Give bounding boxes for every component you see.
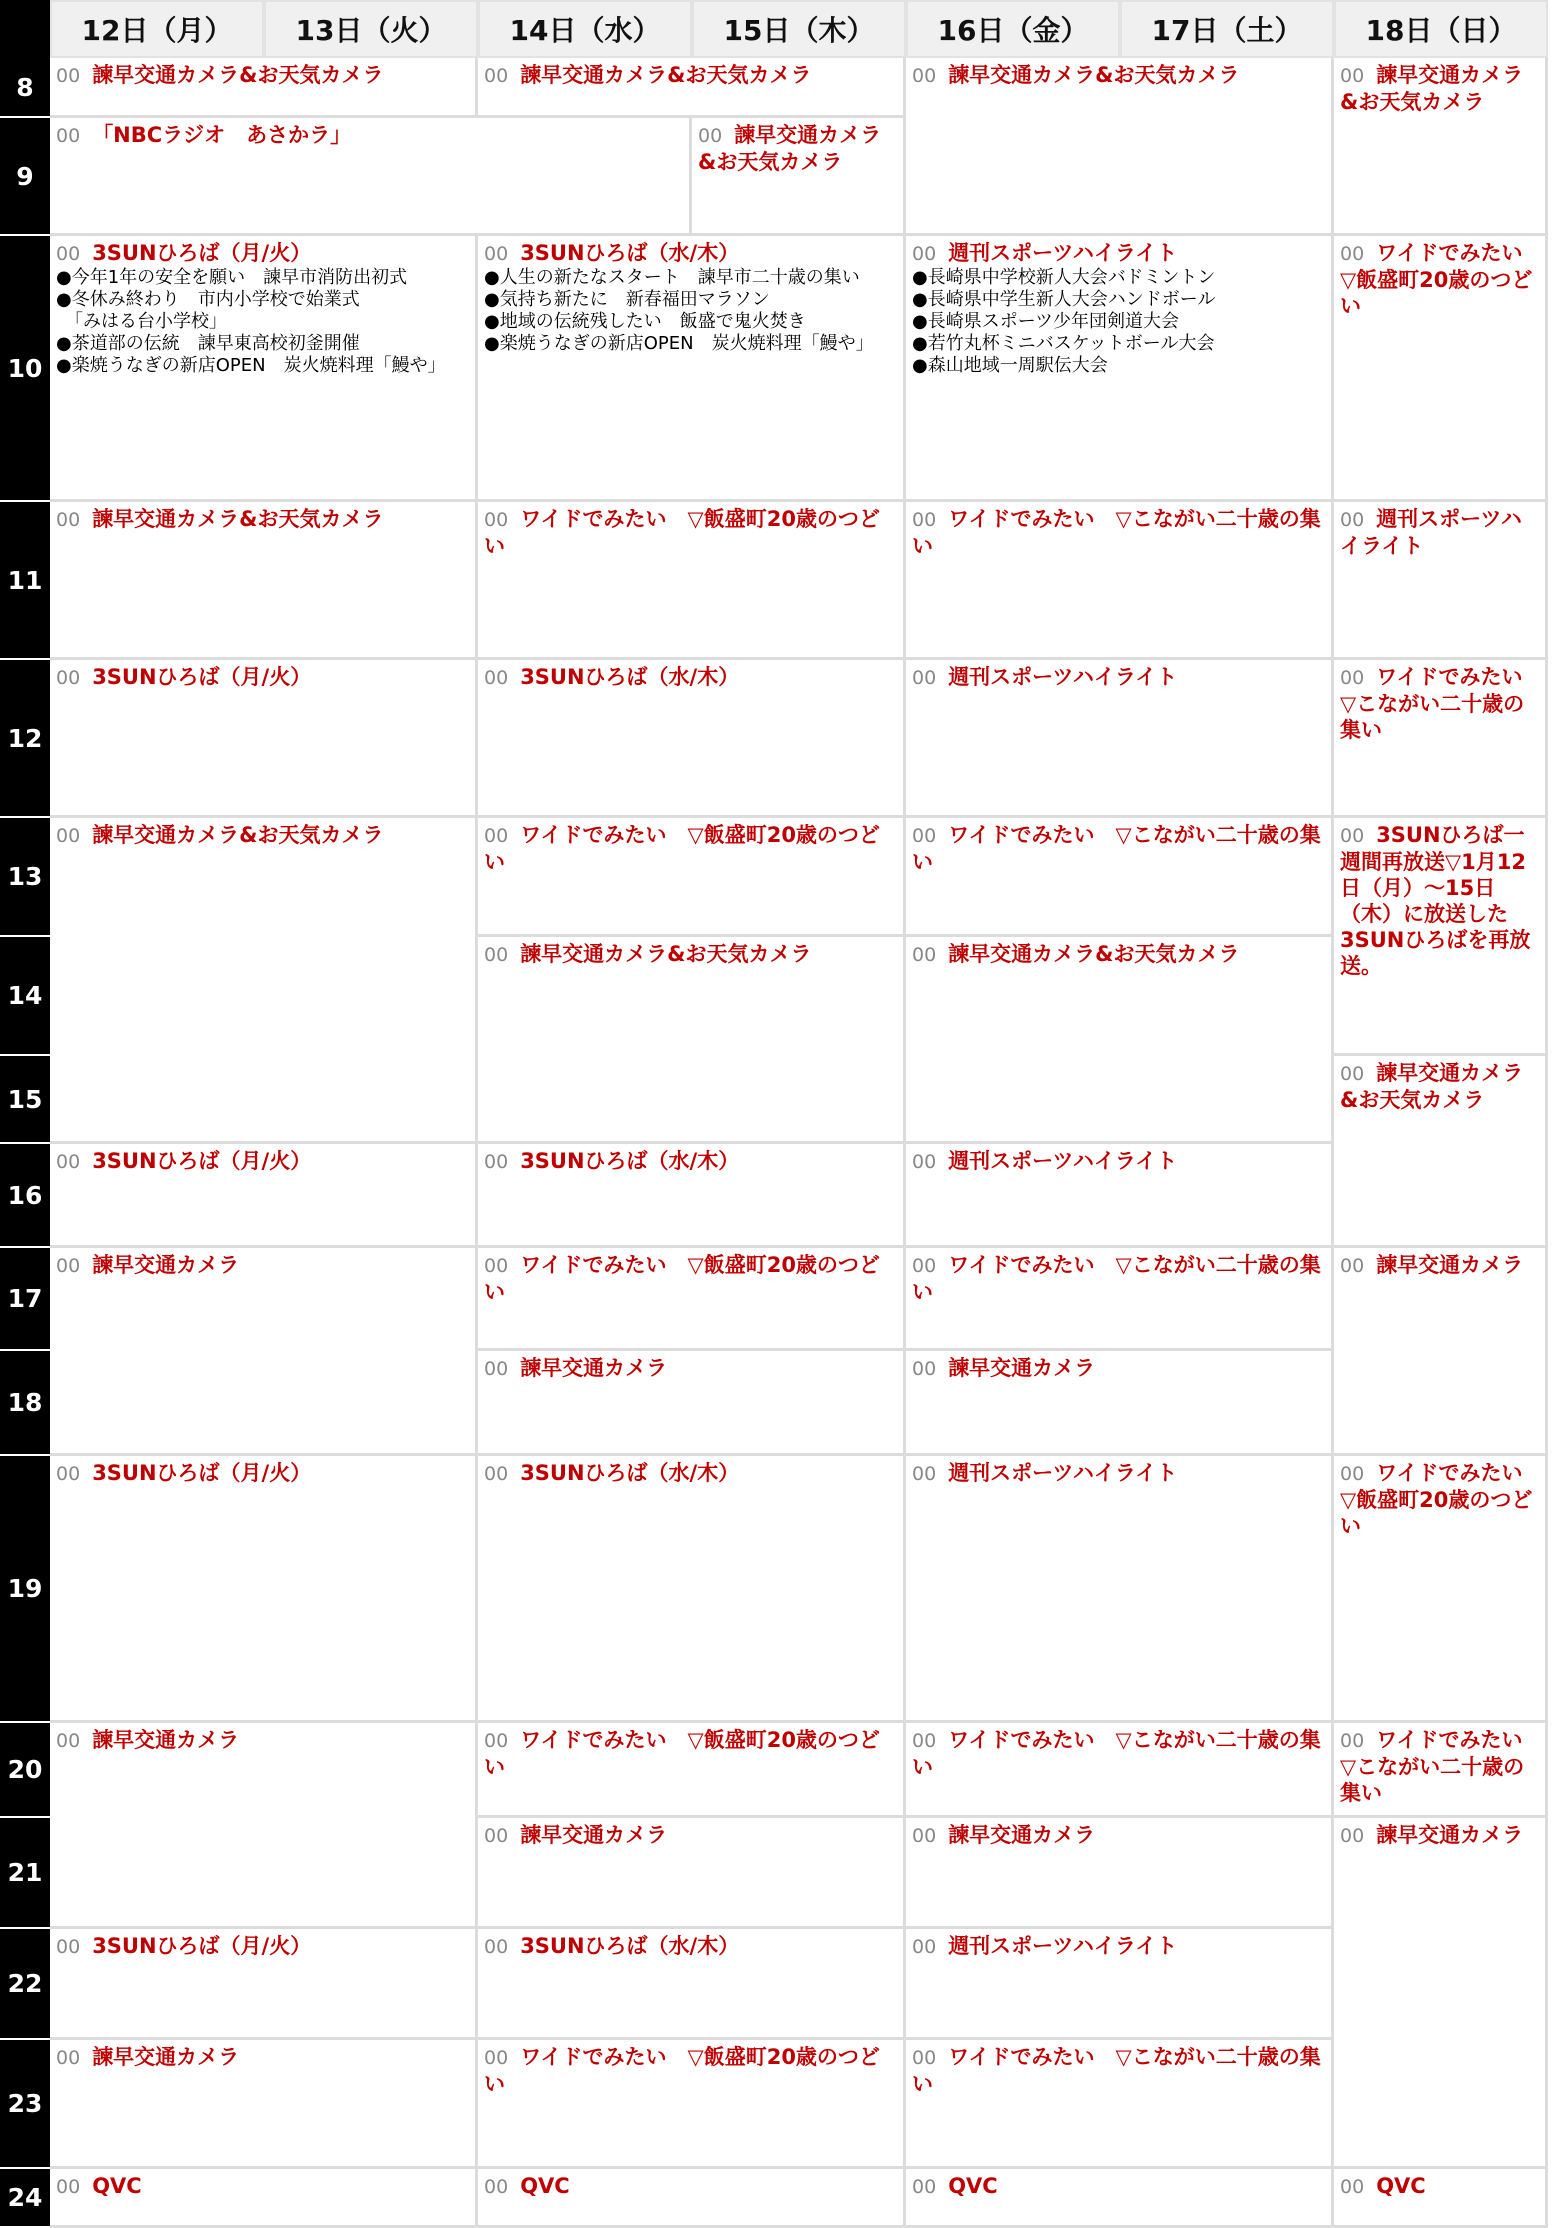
program-heading	[56, 506, 467, 533]
program-title: 諫早交通カメラ	[92, 1728, 240, 1752]
program-title: 諫早交通カメラ	[1376, 1823, 1524, 1847]
start-minute: 00	[1340, 1730, 1365, 1752]
program-cell[interactable]	[50, 118, 692, 236]
program-cell[interactable]	[478, 818, 906, 937]
program-title: 諫早交通カメラ	[520, 1356, 668, 1380]
program-cell[interactable]	[906, 1818, 1334, 1929]
program-title: 3SUNひろば（月/火）	[92, 1461, 312, 1485]
program-detail-line: 「みはる台小学校」	[56, 311, 227, 332]
program-heading	[912, 1355, 1323, 1382]
start-minute: 00	[56, 243, 81, 265]
grid-corner	[0, 0, 50, 58]
program-title: 諫早交通カメラ&お天気カメラ	[520, 63, 812, 87]
program-cell[interactable]	[478, 1818, 906, 1929]
program-title: 諫早交通カメラ&お天気カメラ	[520, 942, 812, 966]
program-heading	[912, 664, 1323, 691]
program-title: 諫早交通カメラ&お天気カメラ	[92, 823, 384, 847]
program-cell[interactable]	[906, 937, 1334, 1144]
day-header: 18日（日）	[1334, 0, 1548, 58]
day-header: 17日（土）	[1120, 0, 1334, 58]
program-detail-line: ●長崎県スポーツ少年団剣道大会	[912, 311, 1179, 332]
program-title: ワイドでみたい ▽飯盛町20歳のつどい	[1340, 1461, 1544, 1538]
program-title: QVC	[1376, 2174, 1426, 2198]
program-cell[interactable]	[906, 1723, 1334, 1818]
program-heading	[912, 2044, 1323, 2097]
program-detail-line: ●気持ち新たに 新春福田マラソン	[484, 289, 770, 310]
program-title: 諫早交通カメラ&お天気カメラ	[1340, 1061, 1524, 1112]
program-heading	[484, 240, 895, 267]
hour-label: 15	[0, 1056, 50, 1144]
program-cell[interactable]	[1334, 236, 1548, 502]
program-title: ワイドでみたい ▽飯盛町20歳のつどい	[484, 2045, 880, 2096]
program-heading	[1340, 240, 1544, 319]
program-heading	[56, 62, 467, 89]
program-cell[interactable]	[1334, 2169, 1548, 2228]
start-minute: 00	[698, 125, 723, 147]
start-minute: 00	[912, 243, 937, 265]
start-minute: 00	[484, 944, 509, 966]
start-minute: 00	[1340, 243, 1365, 265]
program-cell[interactable]	[478, 2169, 906, 2228]
program-heading	[912, 62, 1323, 89]
program-heading	[484, 1933, 895, 1960]
program-heading	[912, 1727, 1323, 1780]
day-header: 12日（月）	[50, 0, 264, 58]
day-header: 13日（火）	[264, 0, 478, 58]
start-minute: 00	[484, 825, 509, 847]
start-minute: 00	[484, 1825, 509, 1847]
day-header: 16日（金）	[906, 0, 1120, 58]
program-title: QVC	[948, 2174, 998, 2198]
program-cell[interactable]	[906, 2040, 1334, 2169]
program-detail-line: ●長崎県中学生新人大会ハンドボール	[912, 289, 1216, 310]
program-detail-line: ●森山地域一周駅伝大会	[912, 355, 1108, 376]
program-heading	[484, 941, 895, 968]
program-cell[interactable]	[478, 236, 906, 502]
program-title: 3SUNひろば一週間再放送▽1月12日（月）～15日（木）に放送した3SUNひろばを再放送。	[1340, 823, 1531, 978]
program-cell[interactable]	[906, 1929, 1334, 2040]
program-heading	[1340, 1822, 1537, 1849]
program-title: 3SUNひろば（水/木）	[520, 1461, 740, 1485]
start-minute: 00	[56, 509, 81, 531]
start-minute: 00	[56, 125, 81, 147]
program-heading	[912, 240, 1323, 267]
start-minute: 00	[484, 1358, 509, 1380]
program-title: ワイドでみたい ▽こながい二十歳の集い	[912, 507, 1321, 558]
program-heading	[484, 1252, 895, 1305]
program-heading	[912, 1252, 1323, 1305]
program-heading	[1340, 506, 1537, 559]
program-detail-line: ●冬休み終わり 市内小学校で始業式	[56, 289, 360, 310]
program-title: 諫早交通カメラ	[92, 2045, 240, 2069]
program-title: ワイドでみたい ▽こながい二十歳の集い	[912, 823, 1321, 874]
program-heading	[1340, 822, 1537, 979]
program-cell[interactable]	[50, 1929, 478, 2040]
program-heading	[56, 1148, 467, 1175]
program-heading	[484, 1460, 895, 1487]
start-minute: 00	[1340, 2176, 1365, 2198]
start-minute: 00	[56, 2047, 81, 2069]
start-minute: 00	[912, 825, 937, 847]
program-cell[interactable]	[906, 1351, 1334, 1456]
hour-label: 9	[0, 118, 50, 236]
program-heading	[698, 122, 895, 175]
start-minute: 00	[56, 1936, 81, 1958]
program-cell[interactable]	[478, 1456, 906, 1723]
program-title: 3SUNひろば（月/火）	[92, 1934, 312, 1958]
start-minute: 00	[56, 65, 81, 87]
start-minute: 00	[484, 243, 509, 265]
start-minute: 00	[912, 1936, 937, 1958]
program-cell[interactable]	[50, 502, 478, 660]
start-minute: 00	[1340, 65, 1365, 87]
start-minute: 00	[1340, 667, 1365, 689]
program-cell[interactable]	[1334, 660, 1548, 818]
hour-label: 14	[0, 937, 50, 1056]
program-heading	[1340, 664, 1544, 743]
start-minute: 00	[484, 1255, 509, 1277]
program-title: ワイドでみたい ▽飯盛町20歳のつどい	[484, 507, 880, 558]
program-cell[interactable]	[478, 58, 906, 118]
program-heading	[1340, 1060, 1537, 1113]
program-heading	[1340, 1252, 1537, 1279]
program-title: 週刊スポーツハイライト	[948, 241, 1178, 265]
program-title: QVC	[520, 2174, 570, 2198]
start-minute: 00	[912, 65, 937, 87]
program-cell[interactable]	[906, 502, 1334, 660]
program-title: 諫早交通カメラ	[1376, 1253, 1524, 1277]
program-heading	[912, 2173, 1323, 2200]
program-title: 3SUNひろば（月/火）	[92, 1149, 312, 1173]
program-heading	[484, 62, 895, 89]
program-cell[interactable]	[692, 118, 906, 236]
program-heading	[912, 941, 1323, 968]
start-minute: 00	[912, 1358, 937, 1380]
start-minute: 00	[484, 509, 509, 531]
program-cell[interactable]	[906, 660, 1334, 818]
program-detail-line: ●茶道部の伝統 諫早東高校初釜開催	[56, 333, 360, 354]
program-heading	[56, 1933, 467, 1960]
program-heading	[56, 822, 467, 849]
start-minute: 00	[912, 1730, 937, 1752]
program-cell[interactable]	[906, 2169, 1334, 2228]
start-minute: 00	[912, 667, 937, 689]
program-title: QVC	[92, 2174, 142, 2198]
program-title: 諫早交通カメラ&お天気カメラ	[948, 942, 1240, 966]
start-minute: 00	[484, 1463, 509, 1485]
program-detail-line: ●長崎県中学校新人大会バドミントン	[912, 267, 1216, 288]
hour-label: 23	[0, 2040, 50, 2169]
program-heading	[484, 2044, 895, 2097]
start-minute: 00	[1340, 1255, 1365, 1277]
program-title: 諫早交通カメラ&お天気カメラ	[92, 63, 384, 87]
program-cell[interactable]	[50, 1456, 478, 1723]
start-minute: 00	[484, 1936, 509, 1958]
program-heading	[484, 2173, 895, 2200]
program-title: ワイドでみたい ▽飯盛町20歳のつどい	[484, 1253, 880, 1304]
program-title: ワイドでみたい ▽飯盛町20歳のつどい	[1340, 241, 1544, 318]
program-cell[interactable]	[50, 1248, 478, 1456]
program-title: 3SUNひろば（月/火）	[92, 241, 312, 265]
program-heading	[56, 2044, 467, 2071]
program-cell[interactable]	[478, 1723, 906, 1818]
program-cell[interactable]	[478, 1144, 906, 1248]
program-cell[interactable]	[906, 1248, 1334, 1351]
program-heading	[484, 1727, 895, 1780]
program-cell[interactable]	[1334, 502, 1548, 660]
program-heading	[912, 1460, 1323, 1487]
program-cell[interactable]	[478, 1248, 906, 1351]
hour-label: 10	[0, 236, 50, 502]
program-cell[interactable]	[1334, 1056, 1548, 1248]
program-cell[interactable]	[1334, 1248, 1548, 1456]
program-cell[interactable]	[906, 236, 1334, 502]
program-detail-line: ●楽焼うなぎの新店OPEN 炭火焼料理「鰻や」	[56, 355, 446, 376]
start-minute: 00	[484, 2047, 509, 2069]
start-minute: 00	[484, 2176, 509, 2198]
start-minute: 00	[1340, 1463, 1365, 1485]
start-minute: 00	[56, 825, 81, 847]
program-title: 3SUNひろば（水/木）	[520, 665, 740, 689]
program-heading	[912, 1933, 1323, 1960]
hour-label: 24	[0, 2169, 50, 2228]
start-minute: 00	[1340, 1063, 1365, 1085]
program-title: ワイドでみたい ▽こながい二十歳の集い	[1340, 1728, 1544, 1805]
start-minute: 00	[912, 1463, 937, 1485]
program-heading	[484, 1355, 895, 1382]
hour-label: 12	[0, 660, 50, 818]
program-cell[interactable]	[478, 937, 906, 1144]
start-minute: 00	[56, 667, 81, 689]
program-title: 諫早交通カメラ	[948, 1356, 1096, 1380]
program-title: 諫早交通カメラ	[520, 1823, 668, 1847]
start-minute: 00	[1340, 509, 1365, 531]
program-title: 週刊スポーツハイライト	[948, 1461, 1178, 1485]
program-cell[interactable]	[1334, 1723, 1548, 1818]
program-title: 週刊スポーツハイライト	[948, 665, 1178, 689]
day-header: 15日（木）	[692, 0, 906, 58]
program-title: 週刊スポーツハイライト	[948, 1149, 1178, 1173]
program-title: ワイドでみたい ▽こながい二十歳の集い	[912, 1728, 1321, 1779]
start-minute: 00	[56, 1463, 81, 1485]
start-minute: 00	[484, 1730, 509, 1752]
start-minute: 00	[912, 944, 937, 966]
hour-label: 8	[0, 58, 50, 118]
start-minute: 00	[56, 1255, 81, 1277]
program-title: 3SUNひろば（月/火）	[92, 665, 312, 689]
program-title: 週刊スポーツハイライト	[948, 1934, 1178, 1958]
program-cell[interactable]	[1334, 1456, 1548, 1723]
program-title: ワイドでみたい ▽飯盛町20歳のつどい	[484, 1728, 880, 1779]
program-title: 諫早交通カメラ	[948, 1823, 1096, 1847]
program-cell[interactable]	[50, 2169, 478, 2228]
program-cell[interactable]	[50, 1144, 478, 1248]
program-cell[interactable]	[1334, 1818, 1548, 2169]
program-heading	[56, 1727, 467, 1754]
program-cell[interactable]	[50, 236, 478, 502]
start-minute: 00	[912, 2047, 937, 2069]
day-header: 14日（水）	[478, 0, 692, 58]
program-heading	[1340, 1460, 1544, 1539]
program-cell[interactable]	[478, 1351, 906, 1456]
program-cell[interactable]	[50, 58, 478, 118]
hour-label: 19	[0, 1456, 50, 1723]
program-cell[interactable]	[50, 2040, 478, 2169]
program-title: 週刊スポーツハイライト	[1340, 507, 1522, 558]
program-title: 「NBCラジオ あさかラ」	[92, 123, 352, 147]
program-cell[interactable]	[906, 1144, 1334, 1248]
program-heading	[484, 822, 895, 875]
program-title: 諫早交通カメラ&お天気カメラ	[698, 123, 882, 174]
program-title: 3SUNひろば（水/木）	[520, 1934, 740, 1958]
program-detail-line: ●地域の伝統残したい 飯盛で鬼火焚き	[484, 311, 806, 332]
start-minute: 00	[1340, 1825, 1365, 1847]
program-title: 諫早交通カメラ&お天気カメラ	[92, 507, 384, 531]
hour-label: 13	[0, 818, 50, 937]
program-title: 3SUNひろば（水/木）	[520, 241, 740, 265]
hour-label: 16	[0, 1144, 50, 1248]
program-heading	[484, 1148, 895, 1175]
program-title: 諫早交通カメラ	[92, 1253, 240, 1277]
program-heading	[912, 1822, 1323, 1849]
hour-label: 20	[0, 1723, 50, 1818]
start-minute: 00	[484, 667, 509, 689]
program-cell[interactable]	[906, 818, 1334, 937]
program-heading	[56, 1252, 467, 1279]
program-heading	[56, 2173, 467, 2200]
program-heading	[56, 664, 467, 691]
program-cell[interactable]	[906, 1456, 1334, 1723]
start-minute: 00	[56, 1730, 81, 1752]
program-heading	[484, 664, 895, 691]
program-heading	[912, 506, 1323, 559]
program-title: ワイドでみたい ▽飯盛町20歳のつどい	[484, 823, 880, 874]
program-heading	[912, 822, 1323, 875]
program-heading	[56, 122, 681, 149]
program-heading	[1340, 62, 1537, 115]
program-heading	[484, 506, 895, 559]
program-title: 諫早交通カメラ&お天気カメラ	[1340, 63, 1524, 114]
start-minute: 00	[56, 1151, 81, 1173]
program-heading	[912, 1148, 1323, 1175]
program-cell[interactable]	[1334, 58, 1548, 236]
program-detail-line: ●若竹丸杯ミニバスケットボール大会	[912, 333, 1215, 354]
start-minute: 00	[484, 65, 509, 87]
start-minute: 00	[912, 1151, 937, 1173]
start-minute: 00	[912, 2176, 937, 2198]
program-cell[interactable]	[50, 818, 478, 1144]
start-minute: 00	[912, 1825, 937, 1847]
program-cell[interactable]	[1334, 818, 1548, 1056]
program-detail-line: ●人生の新たなスタート 諫早市二十歳の集い	[484, 267, 860, 288]
program-heading	[1340, 1727, 1544, 1806]
program-cell[interactable]	[478, 2040, 906, 2169]
program-heading	[484, 1822, 895, 1849]
program-heading	[1340, 2173, 1537, 2200]
hour-label: 21	[0, 1818, 50, 1929]
hour-label: 22	[0, 1929, 50, 2040]
hour-label: 11	[0, 502, 50, 660]
program-title: ワイドでみたい ▽こながい二十歳の集い	[1340, 665, 1544, 742]
program-cell[interactable]	[50, 660, 478, 818]
program-title: 3SUNひろば（水/木）	[520, 1149, 740, 1173]
program-title: ワイドでみたい ▽こながい二十歳の集い	[912, 2045, 1321, 2096]
hour-label: 17	[0, 1248, 50, 1351]
program-heading	[56, 1460, 467, 1487]
hour-label: 18	[0, 1351, 50, 1456]
start-minute: 00	[56, 2176, 81, 2198]
program-cell[interactable]	[478, 660, 906, 818]
start-minute: 00	[912, 509, 937, 531]
program-cell[interactable]	[478, 1929, 906, 2040]
start-minute: 00	[912, 1255, 937, 1277]
program-heading	[56, 240, 467, 267]
program-title: 諫早交通カメラ&お天気カメラ	[948, 63, 1240, 87]
program-detail-line: ●楽焼うなぎの新店OPEN 炭火焼料理「鰻や」	[484, 333, 874, 354]
program-detail-line: ●今年1年の安全を願い 諫早市消防出初式	[56, 267, 408, 288]
start-minute: 00	[1340, 825, 1365, 847]
start-minute: 00	[484, 1151, 509, 1173]
program-title: ワイドでみたい ▽こながい二十歳の集い	[912, 1253, 1321, 1304]
program-cell[interactable]	[50, 1723, 478, 1929]
program-cell[interactable]	[478, 502, 906, 660]
program-cell[interactable]	[906, 58, 1334, 236]
